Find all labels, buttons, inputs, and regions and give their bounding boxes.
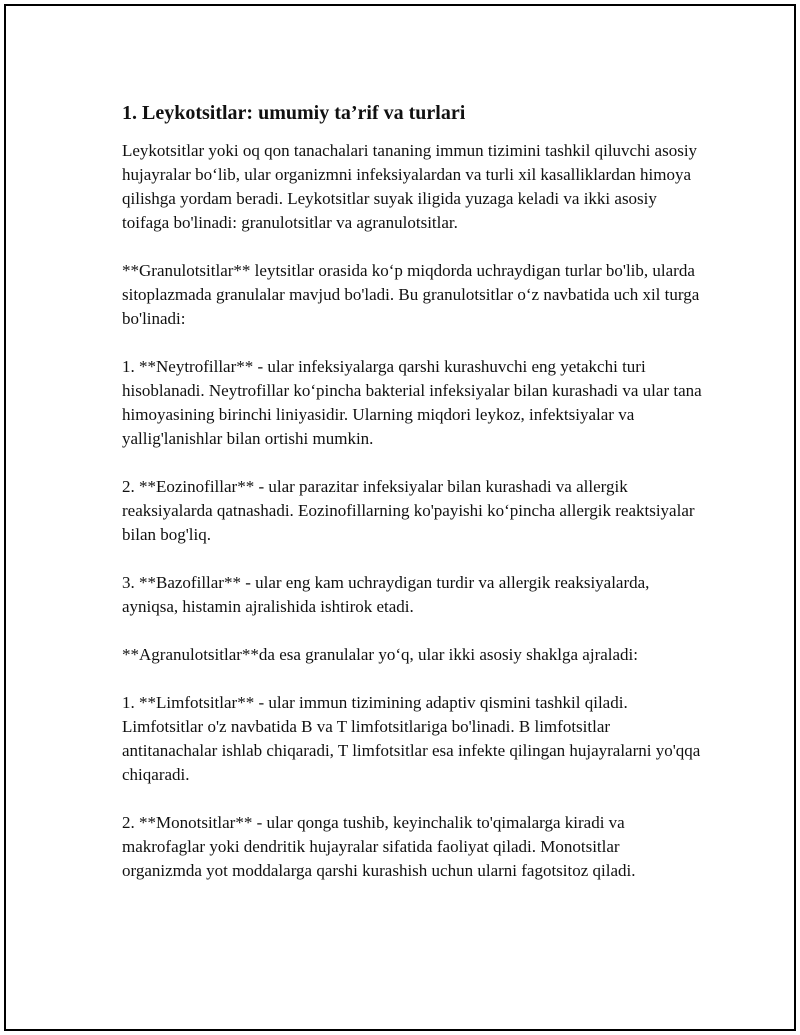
document-title: 1. Leykotsitlar: umumiy ta’rif va turlari (122, 102, 466, 124)
paragraph-neutrophils: 1. **Neytrofillar** - ular infeksiyalarga qarshi kurashuvchi eng yetakchi turi hisoblanadi. Neytrofillar ko‘pincha bakterial infeksiyalar bilan kurashadi va ular tana himoyasining birinchi liniyasidir. Ularning miqdori leykoz, infektsiyalar va yallig'lanishlar bilan ortishi mumkin. (122, 357, 702, 448)
paragraph-basophils: 3. **Bazofillar** - ular eng kam uchraydigan turdir va allergik reaksiyalarda, ayniqsa, histamin ajralishida ishtirok etadi. (122, 573, 650, 616)
paragraph-lymphocytes: 1. **Limfotsitlar** - ular immun tizimining adaptiv qismini tashkil qiladi. Limfotsitlar o'z navbatida B va T limfotsitlariga bo'linadi. B limfotsitlar antitanachalar ishlab chiqaradi, T limfotsitlar esa infekte qilingan hujayralarni yo'qqa chiqaradi. (122, 693, 701, 784)
document-page (4, 4, 796, 1031)
document-content (122, 99, 702, 883)
paragraph-intro: Leykotsitlar yoki oq qon tanachalari tananing immun tizimini tashkil qiluvchi asosiy hujayralar bo‘lib, ular organizmni infeksiyalardan va turli xil kasalliklardan himoya qilishga yordam beradi. Leykotsitlar suyak iligida yuzaga keladi va ikki asosiy toifaga bo'linadi: granulotsitlar va agranulotsitlar. (122, 141, 698, 232)
paragraph-monocytes: 2. **Monotsitlar** - ular qonga tushib, keyinchalik to'qimalarga kiradi va makrofaglar yoki dendritik hujayralar sifatida faoliyat qiladi. Monotsitlar organizmda yot moddalarga qarshi kurashish uchun ularni fagotsitoz qiladi. (122, 813, 636, 880)
paragraph-eosinophils: 2. **Eozinofillar** - ular parazitar infeksiyalar bilan kurashadi va allergik reaksiyalarda qatnashadi. Eozinofillarning ko'payishi ko‘pincha allergik reaktsiyalar bilan bog'liq. (122, 477, 695, 544)
paragraph-agranulocytes: **Agranulotsitlar**da esa granulalar yo‘q, ular ikki asosiy shaklga ajraladi: (122, 645, 638, 664)
paragraph-granulocytes: **Granulotsitlar** leytsitlar orasida ko‘p miqdorda uchraydigan turlar bo'lib, ularda sitoplazmada granulalar mavjud bo'ladi. Bu granulotsitlar o‘z navbatida uch xil turga bo'linadi: (122, 261, 700, 328)
